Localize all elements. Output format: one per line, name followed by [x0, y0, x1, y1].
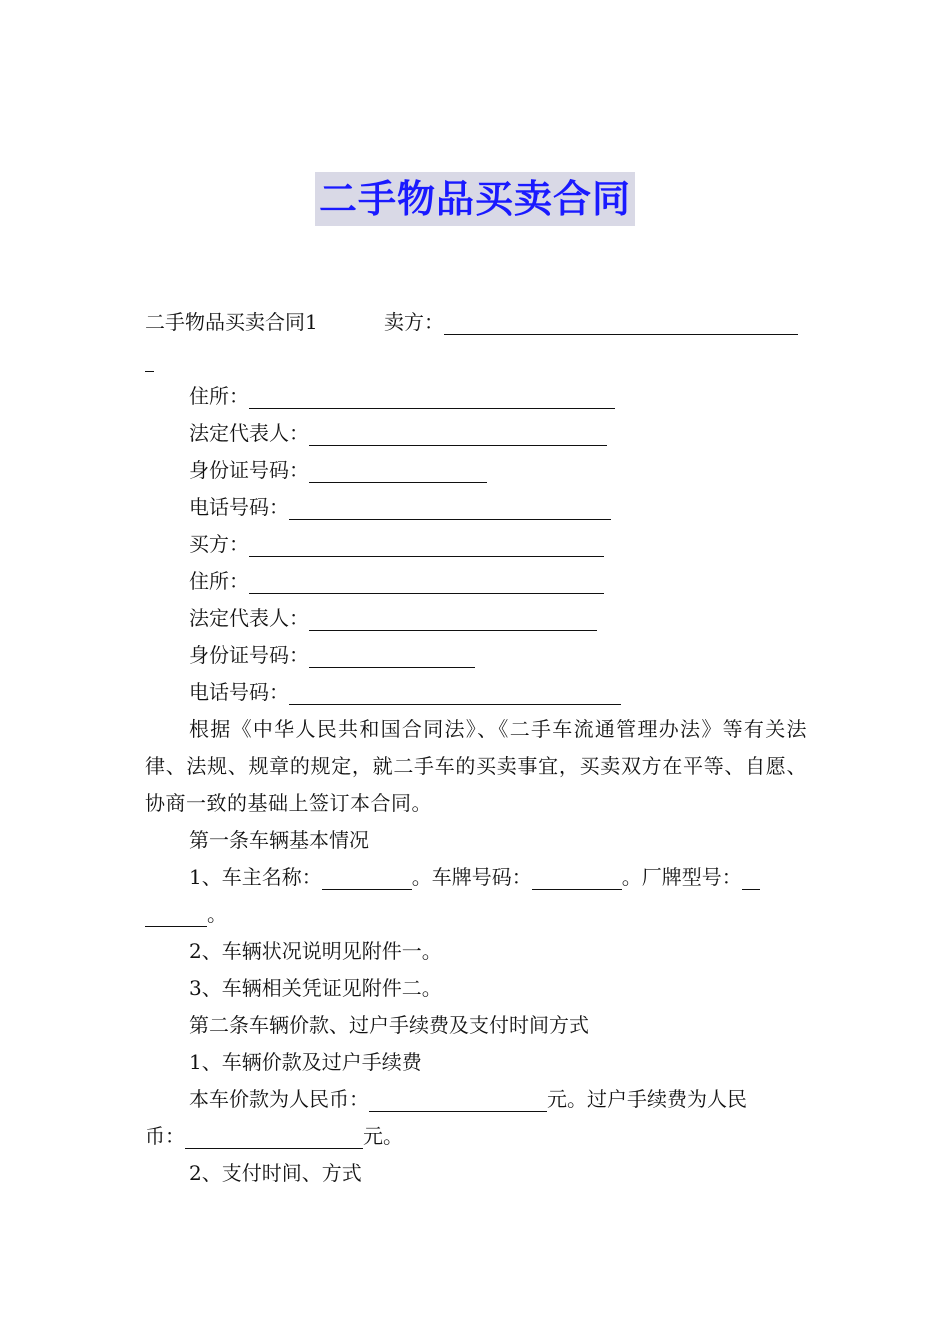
- buyer-address-label: 住所：: [189, 569, 249, 593]
- seller-blank-tail: [145, 345, 154, 372]
- seller-address-label: 住所：: [189, 384, 249, 408]
- article1-item1-line: [145, 859, 807, 896]
- title-wrap: [0, 172, 950, 226]
- fee-label: 币：: [145, 1124, 185, 1148]
- price-mid-text: 元。过户手续费为人民: [547, 1087, 747, 1111]
- article2-heading: 第二条车辆价款、过户手续费及支付时间方式: [189, 1013, 589, 1037]
- owner-name-label: 1、车主名称：: [189, 865, 322, 889]
- plate-number-blank: [532, 863, 622, 890]
- seller-label: 卖方：: [384, 310, 444, 334]
- seller-id-label: 身份证号码：: [189, 458, 309, 482]
- article1-item2: 2、车辆状况说明见附件一。: [189, 939, 442, 963]
- seller-phone-label: 电话号码：: [189, 495, 289, 519]
- price-blank: [369, 1085, 547, 1112]
- document-title: 二手物品买卖合同: [315, 172, 635, 226]
- seller-blank-continuation: [145, 341, 807, 378]
- buyer-phone-label: 电话号码：: [189, 680, 289, 704]
- buyer-address-line: [145, 563, 807, 600]
- document-body: [145, 304, 807, 1192]
- buyer-id-line: [145, 637, 807, 674]
- buyer-blank: [249, 530, 604, 557]
- brand-model-blank: [742, 863, 760, 890]
- fee-suffix: 元。: [363, 1124, 403, 1148]
- buyer-rep-blank: [309, 604, 597, 631]
- seller-id-line: [145, 452, 807, 489]
- buyer-label: 买方：: [189, 532, 249, 556]
- seller-rep-blank: [309, 419, 607, 446]
- buyer-rep-line: [145, 600, 807, 637]
- owner-name-blank: [322, 863, 412, 890]
- buyer-phone-line: [145, 674, 807, 711]
- seller-rep-label: 法定代表人：: [189, 421, 309, 445]
- intro-line: [145, 304, 807, 341]
- buyer-line: [145, 526, 807, 563]
- seller-blank: [444, 308, 798, 335]
- buyer-id-blank: [309, 641, 475, 668]
- contract-heading: 二手物品买卖合同1: [145, 310, 318, 334]
- preamble-paragraph: 根据《中华人民共和国合同法》、《二手车流通管理办法》等有关法律、法规、规章的规定，就二手车的买卖事宜，买卖双方在平等、自愿、协商一致的基础上签订本合同。: [145, 717, 807, 815]
- seller-address-blank: [249, 382, 615, 409]
- price-label: 本车价款为人民币：: [189, 1087, 369, 1111]
- buyer-id-label: 身份证号码：: [189, 643, 309, 667]
- fee-blank: [185, 1122, 363, 1149]
- item1-end-mark: 。: [207, 902, 227, 926]
- seller-rep-line: [145, 415, 807, 452]
- article1-item3: 3、车辆相关凭证见附件二。: [189, 976, 442, 1000]
- article2-item1: 1、车辆价款及过户手续费: [189, 1050, 422, 1074]
- article2-item2: 2、支付时间、方式: [189, 1161, 362, 1185]
- article1-heading: 第一条车辆基本情况: [189, 828, 369, 852]
- buyer-phone-blank: [289, 678, 621, 705]
- buyer-address-blank: [249, 567, 604, 594]
- seller-phone-line: [145, 489, 807, 526]
- price-line: [145, 1081, 807, 1118]
- seller-address-line: [145, 378, 807, 415]
- seller-phone-blank: [289, 493, 611, 520]
- seller-id-blank: [309, 456, 487, 483]
- buyer-rep-label: 法定代表人：: [189, 606, 309, 630]
- fee-line: [145, 1118, 807, 1155]
- brand-model-blank-tail: [145, 900, 207, 927]
- article1-item1-continuation: [145, 896, 807, 933]
- brand-model-label: 。厂牌型号：: [621, 865, 742, 889]
- plate-number-label: 。车牌号码：: [411, 865, 532, 889]
